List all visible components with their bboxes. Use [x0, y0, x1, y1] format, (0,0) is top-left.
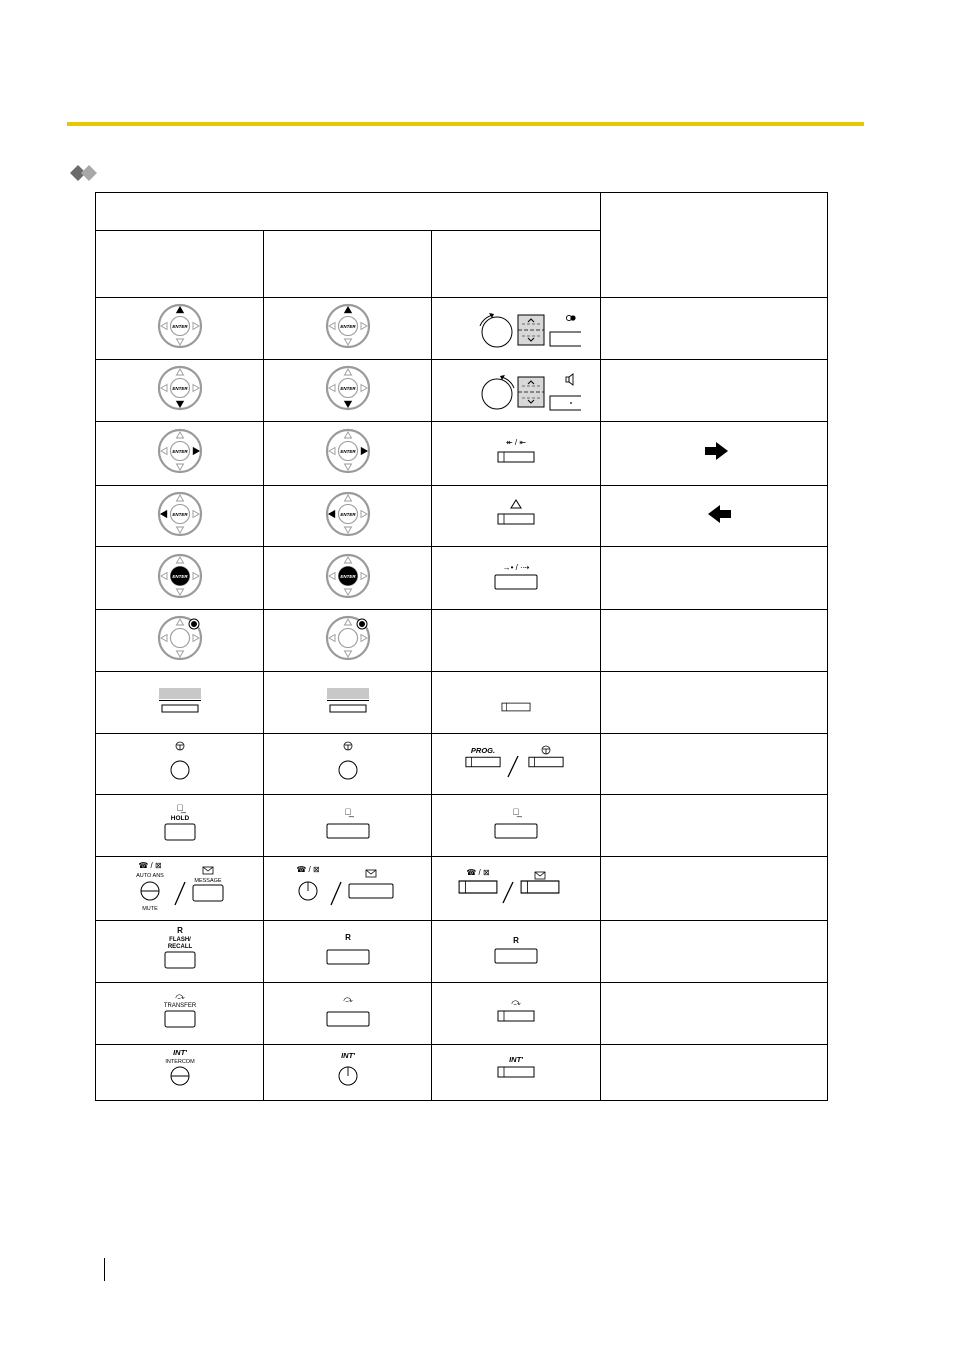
description-cell	[601, 734, 828, 795]
svg-text:INTERCOM: INTERCOM	[164, 1059, 195, 1065]
program-key-b	[264, 734, 432, 795]
svg-text:ENTER: ENTER	[339, 573, 356, 579]
forward-dnd-key-icon	[486, 556, 546, 596]
navigator-key-up-icon	[150, 301, 210, 351]
hold-key-a	[96, 795, 264, 857]
jog-volume-up-key-c	[432, 298, 601, 360]
model-c-header	[432, 231, 601, 298]
table-row	[96, 734, 828, 795]
navigator-key-left-icon	[150, 489, 210, 539]
svg-text:ENTER: ENTER	[171, 324, 188, 329]
volume-key-icon	[451, 363, 581, 413]
page-margin-rule	[104, 1258, 105, 1281]
svg-text:ENTER: ENTER	[339, 324, 356, 329]
transfer-key-b	[264, 983, 432, 1045]
autoans-message-key-c	[432, 857, 601, 921]
autoans-message-key-a	[96, 857, 264, 921]
intercom-key-icon	[150, 1045, 210, 1095]
svg-text:ENTER: ENTER	[339, 449, 356, 454]
program-key-icon	[150, 737, 210, 787]
flash-key-b	[264, 921, 432, 983]
description-cell	[601, 795, 828, 857]
navigator-down-key-a	[96, 360, 264, 422]
svg-text:INT': INT'	[172, 1048, 187, 1057]
forward-key-c	[432, 547, 601, 610]
svg-text:FLASH/: FLASH/	[168, 937, 191, 943]
navigator-key-select-icon	[150, 613, 210, 663]
svg-text:ENTER: ENTER	[171, 511, 188, 517]
table-row	[96, 921, 828, 983]
transfer-key-a	[96, 983, 264, 1045]
description-cell	[601, 486, 828, 547]
table-row	[96, 486, 828, 547]
program-key-icon	[461, 737, 571, 787]
svg-text:ENTER: ENTER	[339, 511, 356, 517]
navigator-key-up-icon	[318, 301, 378, 351]
description-cell	[601, 672, 828, 734]
conference-key-c	[432, 486, 601, 547]
navigator-select-key-a	[96, 610, 264, 672]
program-key-icon	[318, 737, 378, 787]
svg-text:MUTE: MUTE	[141, 906, 158, 912]
svg-text:R: R	[176, 926, 183, 935]
table-row	[96, 360, 828, 422]
description-cell	[601, 360, 828, 422]
svg-text:TRANSFER: TRANSFER	[163, 1003, 196, 1009]
intercom-key-a	[96, 1045, 264, 1101]
transfer-key-icon	[486, 986, 546, 1036]
description-cell	[601, 857, 828, 921]
soft-button-icon	[318, 680, 378, 720]
svg-text:INT': INT'	[340, 1051, 355, 1060]
navigator-left-key-a	[96, 486, 264, 547]
navigator-key-down-icon	[318, 363, 378, 413]
svg-text:R: R	[344, 933, 351, 942]
auto-answer-mute-key-icon	[456, 858, 576, 914]
table-row	[96, 795, 828, 857]
table-header-row	[96, 193, 828, 231]
description-cell	[601, 422, 828, 486]
arrow-left-icon	[703, 504, 733, 524]
navigator-key-enter-icon	[150, 551, 210, 601]
svg-text:☎ / ⊠: ☎ / ⊠	[466, 868, 490, 877]
hold-key-icon	[150, 798, 210, 848]
navigator-up-key-a	[96, 298, 264, 360]
navigator-key-right-icon	[318, 426, 378, 476]
table-row	[96, 547, 828, 610]
navigator-enter-key-b	[264, 547, 432, 610]
soft-button-icon	[150, 680, 210, 720]
svg-text:ENTER: ENTER	[171, 573, 188, 579]
flash-key-a	[96, 921, 264, 983]
svg-text:⤼: ⤼	[511, 997, 521, 1007]
table-row	[96, 298, 828, 360]
transfer-key-icon	[318, 986, 378, 1036]
soft-button-c	[432, 672, 601, 734]
program-key-c	[432, 734, 601, 795]
svg-text:⤴̲: ⤴̲	[344, 807, 351, 817]
table-row	[96, 672, 828, 734]
flash-recall-key-icon	[318, 924, 378, 974]
svg-text:⤴̲: ⤴̲	[176, 803, 183, 813]
svg-text:AUTO ANS: AUTO ANS	[135, 873, 164, 879]
navigator-down-key-b	[264, 360, 432, 422]
navigator-key-down-icon	[150, 363, 210, 413]
table-row	[96, 422, 828, 486]
description-cell	[601, 298, 828, 360]
svg-text:RECALL: RECALL	[167, 944, 192, 950]
hold-key-b	[264, 795, 432, 857]
auto-answer-mute-key-icon	[120, 858, 240, 914]
redial-key-c	[432, 422, 601, 486]
arrow-right-icon	[703, 441, 733, 461]
svg-text:→• / ·⇢: →• / ·⇢	[502, 562, 530, 572]
intercom-key-icon	[486, 1045, 546, 1095]
navigator-right-key-b	[264, 422, 432, 486]
description-cell	[601, 983, 828, 1045]
flash-key-c	[432, 921, 601, 983]
table-row	[96, 1045, 828, 1101]
navigator-key-right-icon	[150, 426, 210, 476]
hold-key-icon	[486, 798, 546, 848]
message-key-icon	[288, 858, 408, 914]
hold-key-icon	[318, 798, 378, 848]
description-cell	[601, 547, 828, 610]
intercom-key-icon	[318, 1045, 378, 1095]
model-a-header	[96, 231, 264, 298]
description-cell	[601, 1045, 828, 1101]
navigator-key-enter-icon	[318, 551, 378, 601]
svg-text:⤼: ⤼	[174, 991, 185, 1001]
description-cell	[601, 921, 828, 983]
empty-cell	[432, 610, 601, 672]
navigator-key-select-icon	[318, 613, 378, 663]
svg-text:INT': INT'	[509, 1055, 523, 1064]
header-rule	[67, 122, 864, 126]
svg-text:ENTER: ENTER	[171, 449, 188, 454]
svg-text:⤴̲: ⤴̲	[512, 807, 520, 817]
soft-button-b	[264, 672, 432, 734]
hold-key-c	[432, 795, 601, 857]
intercom-key-c	[432, 1045, 601, 1101]
navigator-select-key-b	[264, 610, 432, 672]
table-row	[96, 857, 828, 921]
svg-text:MESSAGE: MESSAGE	[193, 878, 222, 884]
intercom-key-b	[264, 1045, 432, 1101]
table-row	[96, 610, 828, 672]
navigator-key-left-icon	[318, 489, 378, 539]
transfer-key-c	[432, 983, 601, 1045]
navigator-left-key-b	[264, 486, 432, 547]
navigator-up-key-b	[264, 298, 432, 360]
flash-recall-key-icon	[150, 923, 210, 975]
svg-text:↞ / ⇤: ↞ / ⇤	[505, 438, 527, 447]
autoans-message-key-b	[264, 857, 432, 921]
svg-text:☎ / ⊠: ☎ / ⊠	[295, 865, 320, 874]
soft-button-icon	[486, 680, 546, 720]
svg-text:⤼: ⤼	[342, 994, 353, 1004]
description-cell	[601, 610, 828, 672]
key-reference-table	[95, 192, 828, 1101]
transfer-key-icon	[150, 986, 210, 1036]
flash-recall-key-icon	[486, 924, 546, 974]
svg-text:ENTER: ENTER	[171, 386, 188, 391]
program-key-a	[96, 734, 264, 795]
key-group-header	[96, 193, 601, 231]
section-diamonds-icon	[69, 164, 101, 182]
svg-text:ENTER: ENTER	[339, 386, 356, 391]
svg-text:☎ / ⊠: ☎ / ⊠	[137, 861, 162, 870]
table-row	[96, 983, 828, 1045]
model-b-header	[264, 231, 432, 298]
conference-key-icon	[486, 494, 546, 534]
svg-text:PROG.: PROG.	[470, 745, 496, 755]
redial-pause-key-icon	[486, 431, 546, 471]
navigator-enter-key-a	[96, 547, 264, 610]
description-header	[601, 193, 828, 298]
svg-text:HOLD: HOLD	[170, 815, 189, 822]
jog-volume-down-key-c	[432, 360, 601, 422]
jog-dial-icon	[451, 301, 581, 351]
navigator-right-key-a	[96, 422, 264, 486]
svg-text:R: R	[513, 936, 519, 945]
soft-button-a	[96, 672, 264, 734]
